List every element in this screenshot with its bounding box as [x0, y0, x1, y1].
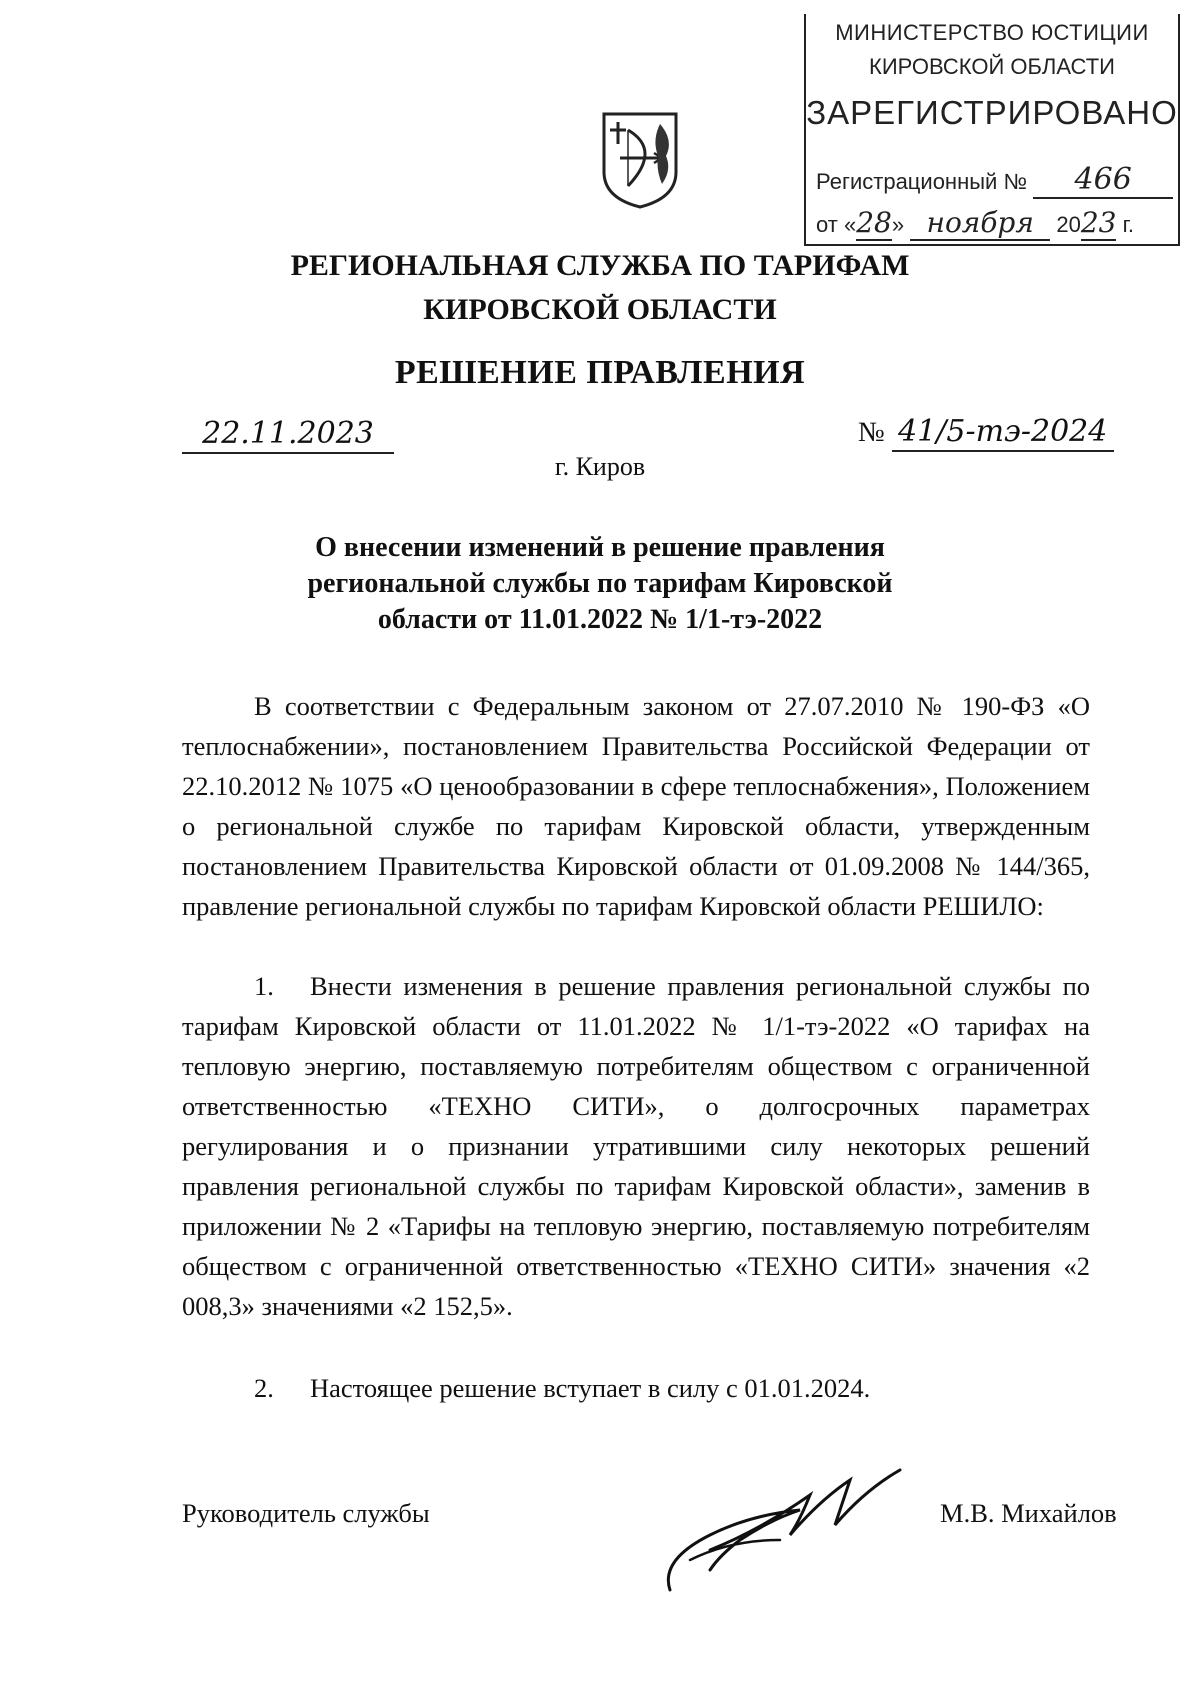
item-text: Настоящее решение вступает в силу с 01.01.2024.: [310, 1373, 871, 1403]
stamp-date-day: 28: [856, 206, 892, 239]
item-number: 2.: [254, 1373, 274, 1403]
coat-of-arms-icon: [600, 110, 680, 210]
stamp-reg-label: Регистрационный №: [816, 169, 1028, 194]
stamp-date-year-prefix: 20: [1056, 212, 1081, 237]
decision-title: РЕШЕНИЕ ПРАВЛЕНИЯ: [394, 354, 806, 391]
decision-item: [182, 1368, 1090, 1408]
stamp-date-month: ноября: [910, 206, 1050, 241]
signatory-role: Руководитель службы: [182, 1498, 430, 1528]
decision-number-row: [858, 414, 1114, 452]
registration-stamp: [804, 14, 1180, 246]
number-label: №: [858, 417, 885, 448]
decision-number: 41/5-тэ-2024: [892, 414, 1114, 452]
decision-item: [182, 966, 1090, 1326]
org-line-2: КИРОВСКОЙ ОБЛАСТИ: [423, 293, 777, 326]
city: г. Киров: [554, 452, 646, 481]
subject-line-1: О внесении изменений в решение правления: [315, 532, 885, 563]
stamp-registered: ЗАРЕГИСТРИРОВАНО: [806, 94, 1178, 131]
stamp-reg-number: 466: [1033, 162, 1173, 199]
stamp-date-prefix: от «: [816, 212, 857, 237]
subject-line-3: области от 11.01.2022 № 1/1-тэ-2022: [377, 604, 823, 635]
handwritten-signature-icon: [650, 1440, 930, 1610]
stamp-date-suffix: г.: [1122, 212, 1135, 237]
organization-name: [0, 244, 1200, 332]
item-text: Внести изменения в решение правления региональной службы по тарифам Кировской области от 11.01.2022 № 1/1-тэ-2022 «О тарифах на тепловую энергию, поставляемую потребителям обществом с ограниченной ответственностью «ТЕХНО СИТИ», о долгосрочных параметрах регулирования и о признании утратившими силу некоторых решений правления региональной службы по тарифам Кировской области», заменив в приложении № 2 «Тарифы на тепловую энергию, поставляемую потребителям обществом с ограниченной ответственностью «ТЕХНО СИТИ» значения «2 008,3» значениями «2 152,5».: [182, 971, 1090, 1321]
signatory-name: М.В. Михайлов: [940, 1498, 1117, 1528]
decision-subject: [0, 530, 1200, 638]
stamp-date-year-suffix: 23: [1080, 206, 1117, 239]
preamble: [182, 686, 1090, 926]
stamp-ministry: МИНИСТЕРСТВО ЮСТИЦИИ: [835, 20, 1149, 45]
item-number: 1.: [254, 971, 274, 1001]
stamp-date-mid: »: [891, 212, 905, 237]
stamp-reg-number-row: [816, 162, 1173, 199]
org-line-1: РЕГИОНАЛЬНАЯ СЛУЖБА ПО ТАРИФАМ: [290, 249, 910, 282]
stamp-region: КИРОВСКОЙ ОБЛАСТИ: [869, 54, 1115, 79]
decision-date: 22.11.2023: [182, 416, 394, 454]
subject-line-2: региональной службы по тарифам Кировской: [307, 568, 893, 599]
preamble-text: В соответствии с Федеральным законом от 27.07.2010 № 190-ФЗ «О теплоснабжении», постановлением Правительства Российской Федерации от 22.10.2012 № 1075 «О ценообразовании в сфере теплоснабжения», Положением о региональной службе по тарифам Кировской области, утвержденным постановлением Правительства Кировской области от 01.09.2008 № 144/365, правление региональной службы по тарифам Кировской области РЕШИЛО:: [182, 691, 1090, 921]
stamp-date-row: [816, 206, 1134, 241]
